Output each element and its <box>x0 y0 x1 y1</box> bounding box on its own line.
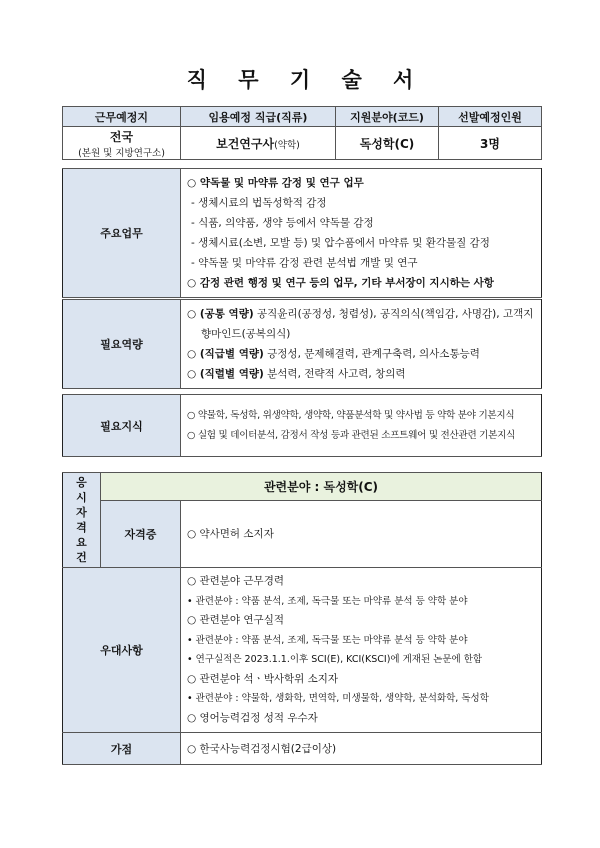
preference-item: • 연구실적은 2023.1.1.이후 SCI(E), KCI(KSCI)에 게재된 논문에 한함 <box>187 654 483 665</box>
duty-item: - 식품, 의약품, 생약 등에서 약독물 감정 <box>191 217 374 229</box>
preference-item: • 관련분야 : 약품 분석, 조제, 독극물 또는 마약류 분석 등 약학 분야 <box>187 634 468 646</box>
duty-item: - 약독물 및 마약류 감정 관련 분석법 개발 및 연구 <box>191 257 418 269</box>
knowledge-item: ○ 약물학, 독성학, 위생약학, 생약학, 약품분석학 및 약사법 등 약학 분야 기본지식 <box>187 409 515 421</box>
license-label: 자격증 <box>101 501 181 568</box>
preference-item: • 관련분야 : 약품 분석, 조제, 독극물 또는 마약류 분석 등 약학 분야 <box>187 595 468 607</box>
preference-item: ○ 영어능력검정 성적 우수자 <box>187 711 318 724</box>
knowledge-section <box>62 394 542 457</box>
duty-item: ○ 약독물 및 마약류 감정 및 연구 업무 <box>187 177 364 189</box>
recruitment-header-table <box>62 106 542 160</box>
vertical-char: 격 <box>76 521 87 534</box>
field-value: 독성학(C) <box>336 127 439 160</box>
vertical-char: 응 <box>76 476 87 489</box>
knowledge-label: 필요지식 <box>63 395 181 457</box>
competency-label: 필요역량 <box>63 300 181 389</box>
column-header-count: 선발예정인원 <box>439 107 542 127</box>
grade-sub: (약학) <box>274 139 300 151</box>
knowledge-content <box>181 395 542 457</box>
grade-competency-text: 긍정성, 문제해결력, 관계구축력, 의사소통능력 <box>263 348 480 360</box>
duty-item: ○ 감정 관련 행정 및 연구 등의 업무, 기타 부서장이 지시하는 사항 <box>187 277 494 289</box>
bonus-label: 가점 <box>63 733 181 765</box>
vertical-char: 건 <box>76 551 87 564</box>
location-sub: (본원 및 지방연구소) <box>78 147 165 159</box>
bonus-text: ○ 한국사능력검정시험(2급이상) <box>181 733 542 765</box>
duty-item: - 생체시료(소변, 모발 등) 및 압수품에서 마약류 및 환각물질 감정 <box>191 237 490 249</box>
series-competency-head: ○ (직렬별 역량) <box>187 368 264 380</box>
common-competency-continuation: 향마인드(공복의식) <box>201 328 291 340</box>
duties-section <box>62 168 542 298</box>
grade-cell <box>181 127 336 160</box>
related-field-title: 관련분야 : 독성학(C) <box>101 473 542 501</box>
grade-main: 보건연구사 <box>216 136 275 151</box>
series-competency-text: 분석력, 전략적 사고력, 창의력 <box>263 368 406 380</box>
column-header-field: 지원분야(코드) <box>336 107 439 127</box>
duty-item: - 생체시료의 법독성학적 감정 <box>191 197 327 209</box>
vertical-char: 자 <box>76 506 87 519</box>
vertical-char: 시 <box>76 491 87 504</box>
vertical-char: 요 <box>76 536 87 549</box>
column-header-grade: 임용예정 직급(직류) <box>181 107 336 127</box>
count-value: 3명 <box>439 127 542 160</box>
duties-label: 주요업무 <box>63 169 181 298</box>
qualification-section <box>62 472 542 765</box>
preference-content <box>181 568 542 733</box>
location-cell <box>63 127 181 160</box>
common-competency-text: 공직윤리(공정성, 청렴성), 공직의식(책임감, 사명감), 고객지 <box>253 308 534 320</box>
preference-item: • 관련분야 : 약물학, 생화학, 면역학, 미생물학, 생약학, 분석화학, 독성학 <box>187 693 489 704</box>
competency-section <box>62 299 542 389</box>
knowledge-item: ○ 실험 및 데이터분석, 감정서 작성 등과 관련된 소프트웨어 및 전산관련 기본지식 <box>187 429 516 441</box>
competency-content <box>181 300 542 389</box>
preference-item: ○ 관련분야 근무경력 <box>187 575 284 587</box>
location-main: 전국 <box>109 129 134 144</box>
common-competency-head: ○ (공통 역량) <box>187 308 254 320</box>
qualification-vertical-label <box>63 473 101 568</box>
grade-competency-head: ○ (직급별 역량) <box>187 348 264 360</box>
column-header-location: 근무예정지 <box>63 107 181 127</box>
preference-label: 우대사항 <box>63 568 181 733</box>
preference-item: ○ 관련분야 석ㆍ박사학위 소지자 <box>187 672 339 685</box>
duties-content <box>181 169 542 298</box>
page-title: 직 무 기 술 서 <box>186 68 426 92</box>
preference-item: ○ 관련분야 연구실적 <box>187 614 284 626</box>
license-text: ○ 약사면허 소지자 <box>181 501 542 568</box>
